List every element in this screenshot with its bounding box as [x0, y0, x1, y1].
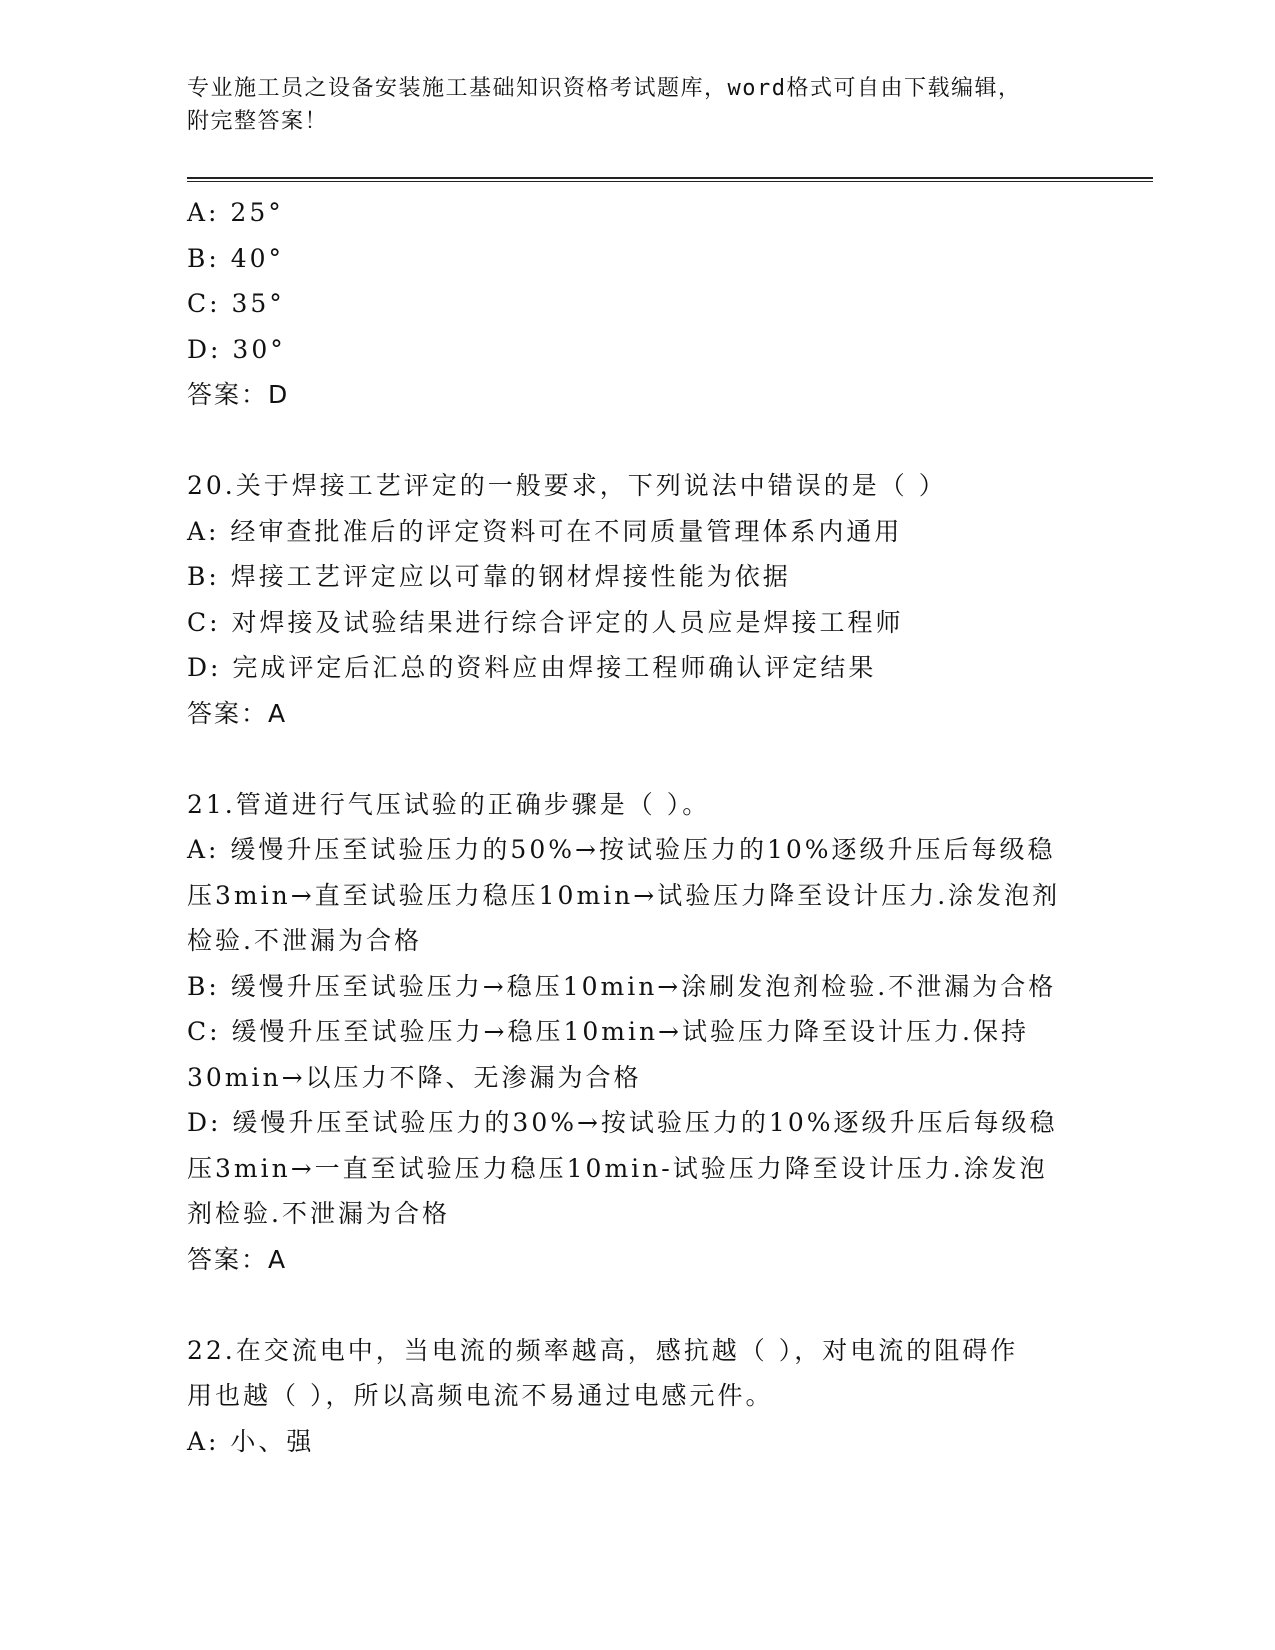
question-22-block: [187, 1328, 1087, 1465]
header-divider-thick: [187, 177, 1153, 179]
question-20-block: [187, 463, 1087, 736]
spacer: [187, 1282, 1087, 1328]
document-header: [187, 72, 1067, 138]
answer-label: 答案：D: [187, 380, 290, 409]
option-d-line-1: D: 缓慢升压至试验压力的30%→按试验压力的10%逐级升压后每级稳: [187, 1108, 1058, 1137]
option-b: B: 40°: [187, 243, 285, 273]
question-stem-line-2: 用也越（ ），所以高频电流不易通过电感元件。: [187, 1381, 774, 1410]
question-stem: 21.管道进行气压试验的正确步骤是（ ）。: [187, 789, 711, 819]
option-d-line-2: 压3min→一直至试验压力稳压10min-试验压力降至设计压力.涂发泡: [187, 1153, 1048, 1183]
option-b-line-1: B: 缓慢升压至试验压力→稳压10min→涂刷发泡剂检验.不泄漏为合格: [187, 971, 1057, 1001]
question-stem-line-1: 22.在交流电中，当电流的频率越高，感抗越（ ），对电流的阻碍作: [187, 1335, 1019, 1365]
option-c: C: 对焊接及试验结果进行综合评定的人员应是焊接工程师: [187, 607, 904, 637]
question-21-block: [187, 782, 1087, 1283]
question-content: [187, 190, 1087, 1464]
option-d: D: 完成评定后汇总的资料应由焊接工程师确认评定结果: [187, 653, 877, 682]
option-a: A: 经审查批准后的评定资料可在不同质量管理体系内通用: [187, 516, 903, 546]
option-c-line-1: C: 缓慢升压至试验压力→稳压10min→试验压力降至设计压力.保持: [187, 1017, 1029, 1046]
option-a-line-3: 检验.不泄漏为合格: [187, 926, 422, 955]
header-line-2: 附完整答案！: [187, 109, 329, 134]
header-line-1: 专业施工员之设备安装施工基础知识资格考试题库，word格式可自由下载编辑，: [187, 76, 1022, 101]
option-a-line-2: 压3min→直至试验压力稳压10min→试验压力降至设计压力.涂发泡剂: [187, 880, 1061, 910]
spacer: [187, 418, 1087, 464]
option-a-line-1: A: 缓慢升压至试验压力的50%→按试验压力的10%逐级升压后每级稳: [187, 835, 1056, 864]
option-a: A: 小、强: [187, 1426, 315, 1456]
option-d: D: 30°: [187, 334, 286, 364]
answer-label: 答案：A: [187, 1244, 288, 1274]
question-stem: 20.关于焊接工艺评定的一般要求，下列说法中错误的是（ ）: [187, 471, 947, 500]
option-d-line-3: 剂检验.不泄漏为合格: [187, 1199, 450, 1228]
option-c: C: 35°: [187, 289, 285, 318]
option-b: B: 焊接工艺评定应以可靠的钢材焊接性能为依据: [187, 562, 791, 591]
option-c-line-2: 30min→以压力不降、无渗漏为合格: [187, 1062, 642, 1092]
option-a: A: 25°: [187, 198, 284, 227]
spacer: [187, 736, 1087, 782]
header-divider-thin: [187, 181, 1153, 182]
answer-label: 答案：A: [187, 698, 288, 728]
previous-question-block: [187, 190, 1087, 418]
